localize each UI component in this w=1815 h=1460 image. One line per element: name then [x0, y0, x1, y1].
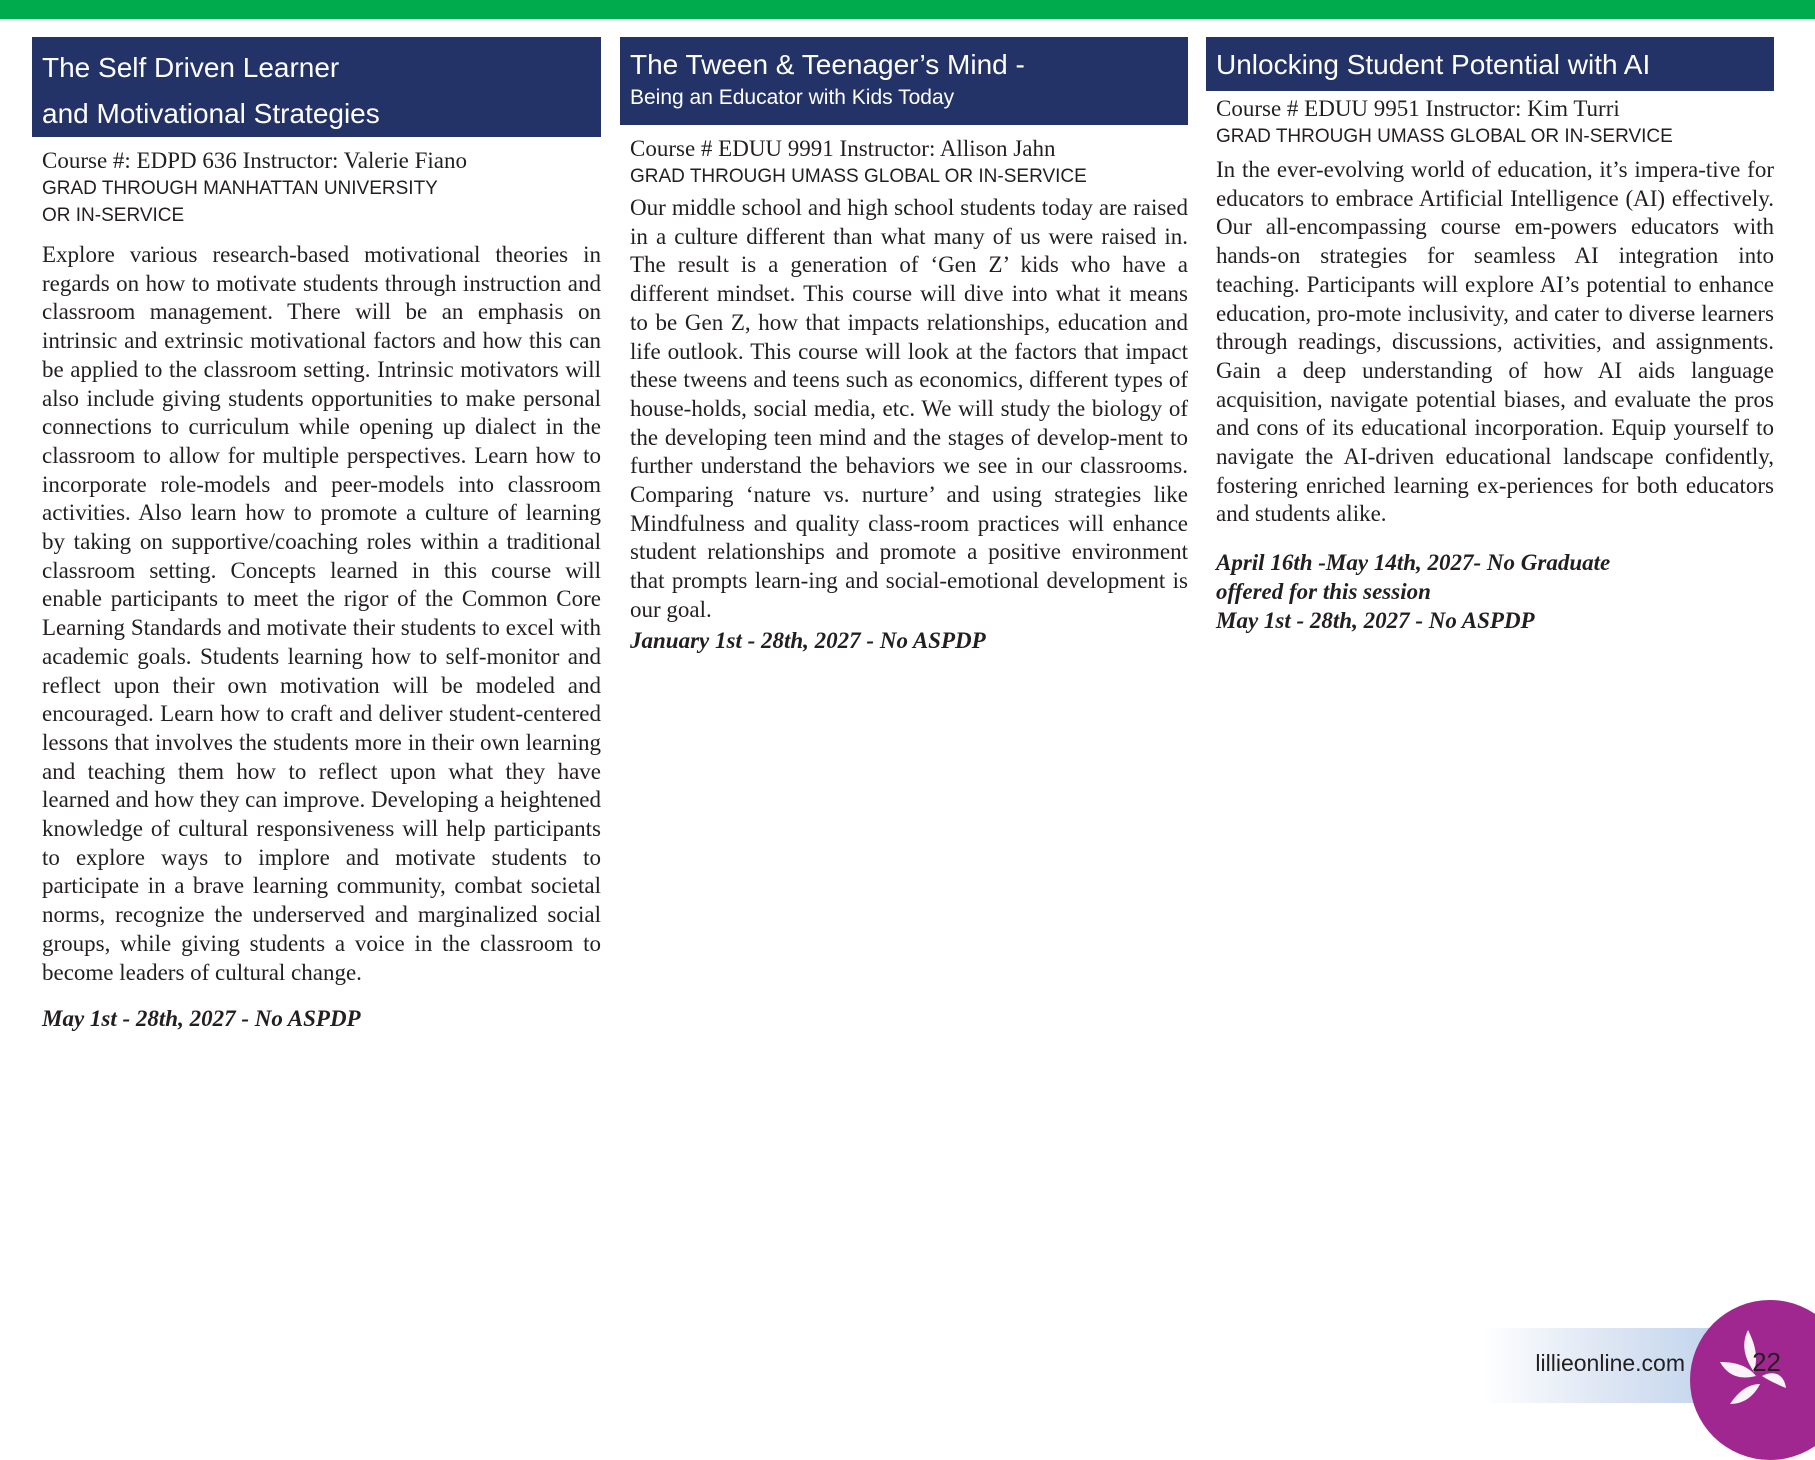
- course-meta: Course # EDUU 9991 Instructor: Allison Jahn: [630, 136, 1056, 161]
- course-subtitle: Being an Educator with Kids Today: [630, 86, 955, 109]
- course-dates: [1206, 549, 1774, 635]
- course-column-1: [32, 37, 601, 1034]
- course-date-line: May 1st - 28th, 2027 - No ASPDP: [42, 1006, 361, 1032]
- top-accent-bar: [0, 0, 1815, 19]
- course-title-line-1: The Tween & Teenager’s Mind -: [630, 49, 1025, 80]
- course-description: Explore various research-based motivational theories in regards on how to motivate students through instruction and classroom management. There will be an emphasis on intrinsic and extrinsic motivational factors and how this can be applied to the classroom setting. Intrinsic motivators will also include giving students opportunities to make personal connections to curriculum while opening up dialect in the classroom to allow for multiple perspectives. Learn how to incorporate role-models and peer-models into classroom activities. Also learn how to promote a culture of learning by taking on supportive/coaching roles within a traditional classroom setting. Concepts learned in this course will enable participants to meet the rigor of the Common Core Learning Standards and motivate their students to excel with academic goals. Students learning how to self-monitor and reflect upon their own motivation will be modeled and encouraged. Learn how to craft and deliver student-centered lessons that involves the students more in their own learning and teaching them how to reflect upon what they have learned and how they can improve. Developing a heightened knowledge of cultural responsiveness will help participants to explore ways to implore and motivate students to participate in a brave learning community, combat societal norms, recognize the underserved and marginalized social groups, while giving students a voice in the classroom to become leaders of cultural change.: [42, 242, 601, 985]
- course-meta: Course # EDUU 9951 Instructor: Kim Turri: [1216, 96, 1620, 121]
- course-grad-line-1: GRAD THROUGH UMASS GLOBAL OR IN-SERVICE: [1216, 126, 1673, 147]
- course-column-2: [620, 37, 1188, 655]
- lily-flower-logo-icon: [1690, 1300, 1815, 1460]
- course-grad-line-1: GRAD THROUGH MANHATTAN UNIVERSITY: [42, 178, 438, 199]
- course-date-line: offered for this session: [1216, 578, 1431, 604]
- course-dates: [32, 1005, 601, 1034]
- course-title-box: [620, 37, 1188, 125]
- course-date-line: January 1st - 28th, 2027 - No ASPDP: [630, 627, 986, 653]
- course-date-line: May 1st - 28th, 2027 - No ASPDP: [1216, 607, 1535, 633]
- course-grad-line-1: GRAD THROUGH UMASS GLOBAL OR IN-SERVICE: [630, 166, 1087, 187]
- course-title-line-1: Unlocking Student Potential with AI: [1216, 49, 1651, 80]
- page-number: 22: [1752, 1347, 1781, 1377]
- course-grad-line-2: OR IN-SERVICE: [42, 205, 185, 226]
- footer-website-link[interactable]: lillieonline.com: [1535, 1350, 1685, 1376]
- course-meta: Course #: EDPD 636 Instructor: Valerie Fiano: [42, 148, 468, 173]
- course-title-line-1: The Self Driven Learner: [42, 52, 340, 83]
- course-title-box: [32, 37, 601, 137]
- course-title-box: [1206, 37, 1774, 91]
- course-dates: [620, 627, 1188, 656]
- course-title-line-2: and Motivational Strategies: [42, 98, 380, 129]
- course-column-3: [1206, 37, 1774, 635]
- course-description: Our middle school and high school students today are raised in a culture different than what many of us were raised in. The result is a generation of ‘Gen Z’ kids who have a different mindset. This course will dive into what it means to be Gen Z, how that impacts relationships, education and life outlook. This course will look at the factors that impact these tweens and teens such as economics, different types of house-holds, social media, etc. We will study the biology of the developing teen mind and the stages of develop-ment to further understand the behaviors we see in our classrooms. Comparing ‘nature vs. nurture’ and using strategies like Mindfulness and quality class-room practices will enhance student relationships and promote a positive environment that prompts learn-ing and social-emotional development is our goal.: [630, 195, 1188, 622]
- course-description: In the ever-evolving world of education, it’s impera-tive for educators to embrace Artificial Intelligence (AI) effectively. Our all-encompassing course em-powers educators with hands-on strategies for seamless AI integration into teaching. Participants will explore AI’s potential to enhance education, pro-mote inclusivity, and cater to diverse learners through readings, discussions, activities, and assignments. Gain a deep understanding of how AI aids language acquisition, navigate potential biases, and evaluate the pros and cons of its educational incorporation. Equip yourself to navigate the AI-driven educational landscape confidently, fostering enriched learning ex-periences for both educators and students alike.: [1216, 157, 1774, 527]
- course-date-line: April 16th -May 14th, 2027- No Graduate: [1216, 550, 1611, 576]
